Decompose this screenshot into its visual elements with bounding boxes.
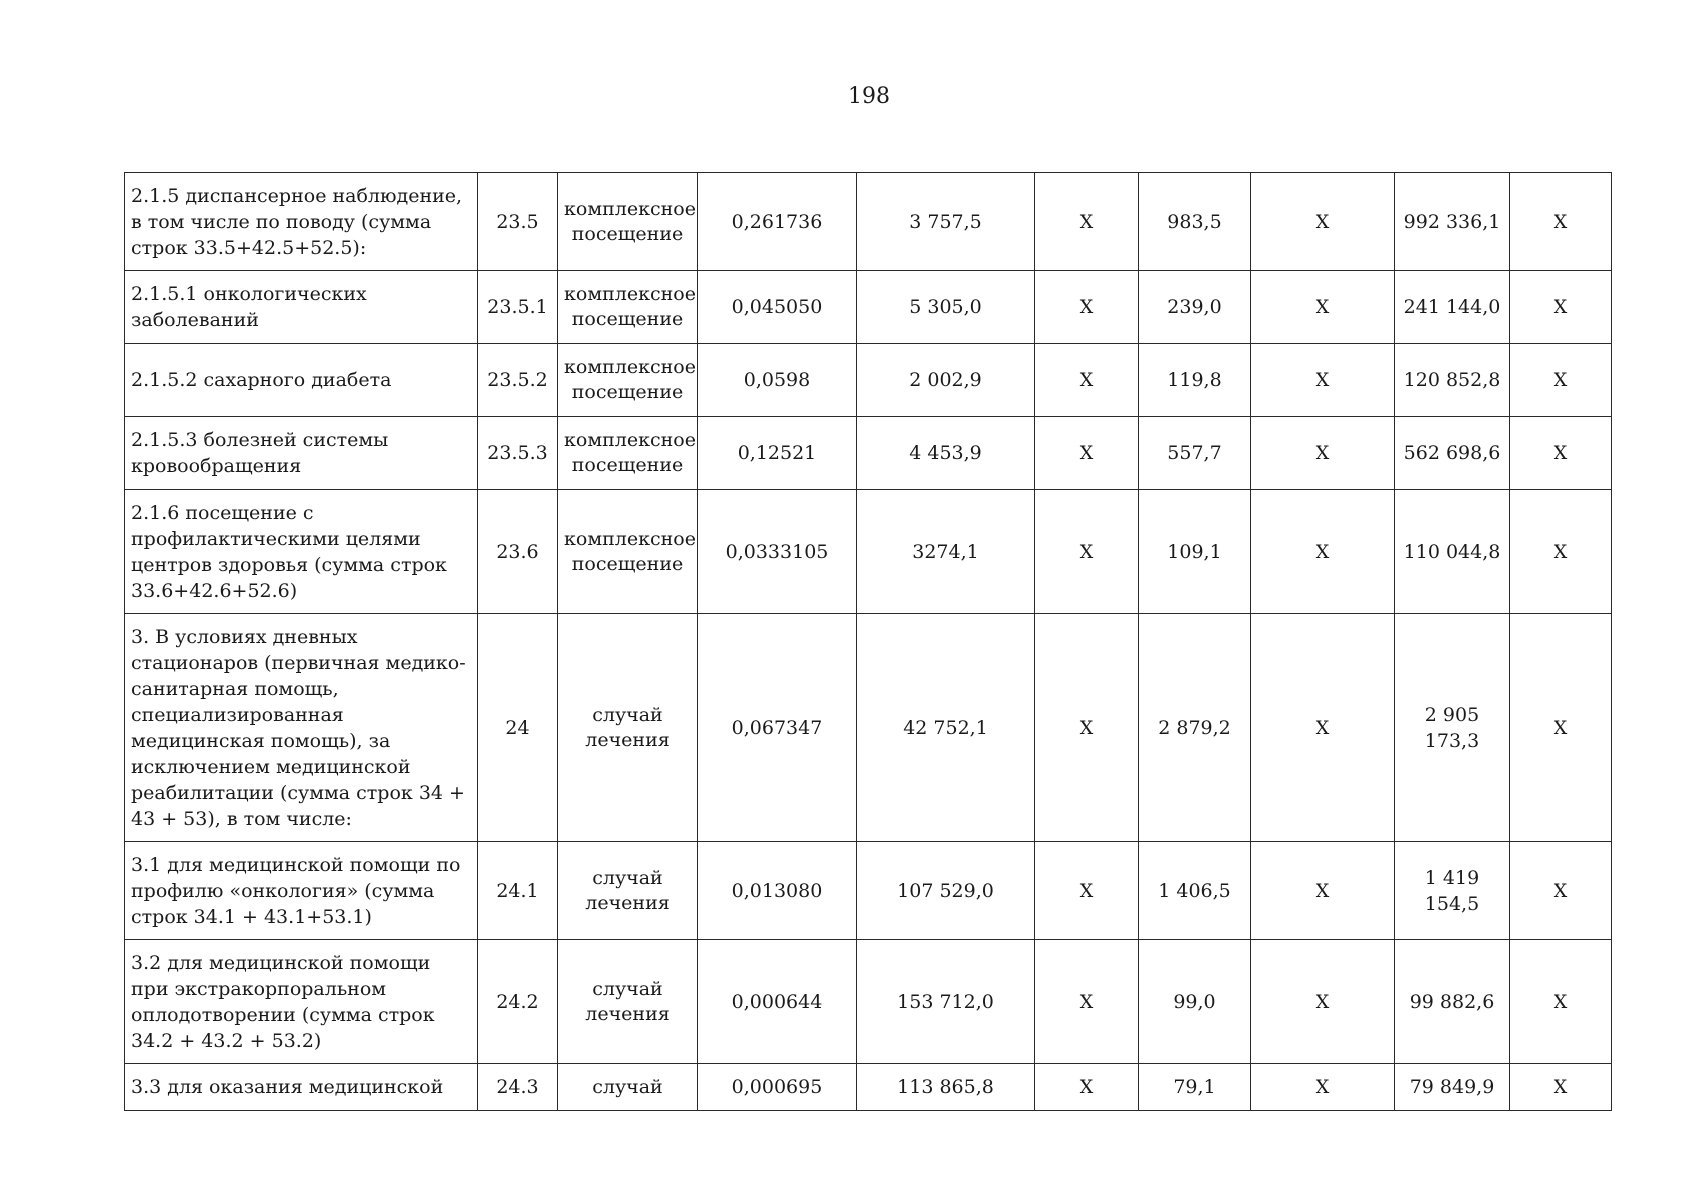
row-value-cell: X: [1251, 344, 1395, 417]
row-value-cell: X: [1251, 1064, 1395, 1111]
row-value-cell: X: [1035, 940, 1139, 1064]
row-value-cell: 107 529,0: [857, 842, 1035, 940]
row-value-cell: 1 406,5: [1139, 842, 1251, 940]
row-value-cell: X: [1510, 417, 1612, 490]
row-value-cell: 109,1: [1139, 490, 1251, 614]
row-unit-cell: случай лечения: [558, 940, 698, 1064]
row-name-cell: 2.1.5.3 болезней системы кровообращения: [125, 417, 478, 490]
row-value-cell: X: [1035, 1064, 1139, 1111]
row-value-cell: X: [1510, 490, 1612, 614]
row-value-cell: X: [1251, 940, 1395, 1064]
row-name-cell: 2.1.5 диспансерное наблюдение, в том числе по поводу (сумма строк 33.5+42.5+52.5):: [125, 173, 478, 271]
row-name-cell: 3.3 для оказания медицинской: [125, 1064, 478, 1111]
row-value-cell: X: [1251, 842, 1395, 940]
row-value-cell: 2 002,9: [857, 344, 1035, 417]
row-value-cell: X: [1510, 173, 1612, 271]
row-value-cell: 79 849,9: [1395, 1064, 1510, 1111]
row-value-cell: 0,261736: [698, 173, 857, 271]
row-value-cell: 983,5: [1139, 173, 1251, 271]
row-value-cell: 239,0: [1139, 271, 1251, 344]
row-value-cell: X: [1251, 417, 1395, 490]
row-value-cell: 2 905 173,3: [1395, 614, 1510, 842]
data-table: [124, 172, 1612, 1111]
row-code-cell: 24.2: [478, 940, 558, 1064]
row-value-cell: X: [1510, 344, 1612, 417]
row-unit-cell: случай: [558, 1064, 698, 1111]
row-value-cell: X: [1035, 614, 1139, 842]
row-name-cell: 2.1.5.1 онкологических заболеваний: [125, 271, 478, 344]
row-value-cell: X: [1035, 271, 1139, 344]
row-unit-cell: комплексное посещение: [558, 417, 698, 490]
table-row: [125, 614, 1612, 842]
row-value-cell: X: [1035, 344, 1139, 417]
row-unit-cell: комплексное посещение: [558, 271, 698, 344]
row-value-cell: X: [1035, 417, 1139, 490]
row-value-cell: X: [1510, 614, 1612, 842]
table-row: [125, 271, 1612, 344]
row-value-cell: 119,8: [1139, 344, 1251, 417]
row-value-cell: 0,0333105: [698, 490, 857, 614]
row-value-cell: 0,0598: [698, 344, 857, 417]
row-value-cell: 4 453,9: [857, 417, 1035, 490]
row-value-cell: 1 419 154,5: [1395, 842, 1510, 940]
row-value-cell: 0,067347: [698, 614, 857, 842]
row-value-cell: 0,000644: [698, 940, 857, 1064]
table-row: [125, 1064, 1612, 1111]
row-unit-cell: случай лечения: [558, 614, 698, 842]
row-code-cell: 24: [478, 614, 558, 842]
row-unit-cell: комплексное посещение: [558, 173, 698, 271]
table-row: [125, 173, 1612, 271]
row-code-cell: 23.5: [478, 173, 558, 271]
row-value-cell: X: [1251, 614, 1395, 842]
row-code-cell: 24.3: [478, 1064, 558, 1111]
row-value-cell: 99 882,6: [1395, 940, 1510, 1064]
table-row: [125, 417, 1612, 490]
row-value-cell: 5 305,0: [857, 271, 1035, 344]
row-value-cell: 3 757,5: [857, 173, 1035, 271]
table-row: [125, 940, 1612, 1064]
row-value-cell: X: [1510, 842, 1612, 940]
row-value-cell: 557,7: [1139, 417, 1251, 490]
table-row: [125, 490, 1612, 614]
row-value-cell: X: [1035, 173, 1139, 271]
row-value-cell: 3274,1: [857, 490, 1035, 614]
row-unit-cell: комплексное посещение: [558, 344, 698, 417]
row-value-cell: 113 865,8: [857, 1064, 1035, 1111]
row-value-cell: X: [1510, 1064, 1612, 1111]
row-value-cell: X: [1510, 271, 1612, 344]
row-name-cell: 2.1.6 посещение с профилактическими целями центров здоровья (сумма строк 33.6+42.6+52.6): [125, 490, 478, 614]
row-code-cell: 23.6: [478, 490, 558, 614]
row-value-cell: X: [1251, 490, 1395, 614]
row-name-cell: 2.1.5.2 сахарного диабета: [125, 344, 478, 417]
row-code-cell: 24.1: [478, 842, 558, 940]
row-unit-cell: случай лечения: [558, 842, 698, 940]
row-value-cell: 0,12521: [698, 417, 857, 490]
row-unit-cell: комплексное посещение: [558, 490, 698, 614]
row-value-cell: 110 044,8: [1395, 490, 1510, 614]
table-row: [125, 344, 1612, 417]
row-value-cell: 992 336,1: [1395, 173, 1510, 271]
row-code-cell: 23.5.1: [478, 271, 558, 344]
row-value-cell: X: [1251, 173, 1395, 271]
row-code-cell: 23.5.3: [478, 417, 558, 490]
row-value-cell: 79,1: [1139, 1064, 1251, 1111]
row-value-cell: 120 852,8: [1395, 344, 1510, 417]
row-value-cell: 241 144,0: [1395, 271, 1510, 344]
row-value-cell: 42 752,1: [857, 614, 1035, 842]
row-value-cell: 99,0: [1139, 940, 1251, 1064]
row-value-cell: X: [1251, 271, 1395, 344]
row-code-cell: 23.5.2: [478, 344, 558, 417]
page-number: 198: [848, 84, 890, 109]
row-value-cell: 0,000695: [698, 1064, 857, 1111]
row-value-cell: 0,013080: [698, 842, 857, 940]
row-value-cell: 153 712,0: [857, 940, 1035, 1064]
row-name-cell: 3. В условиях дневных стационаров (первичная медико-санитарная помощь, специализированная медицинская помощь), за исключением медицинской реабилитации (сумма строк 34 + 43 + 53), в том числе:: [125, 614, 478, 842]
row-value-cell: X: [1035, 842, 1139, 940]
row-value-cell: X: [1035, 490, 1139, 614]
row-value-cell: 562 698,6: [1395, 417, 1510, 490]
table-row: [125, 842, 1612, 940]
row-value-cell: X: [1510, 940, 1612, 1064]
row-value-cell: 2 879,2: [1139, 614, 1251, 842]
row-value-cell: 0,045050: [698, 271, 857, 344]
row-name-cell: 3.2 для медицинской помощи при экстракорпоральном оплодотворении (сумма строк 34.2 + 43.2 + 53.2): [125, 940, 478, 1064]
row-name-cell: 3.1 для медицинской помощи по профилю «онкология» (сумма строк 34.1 + 43.1+53.1): [125, 842, 478, 940]
